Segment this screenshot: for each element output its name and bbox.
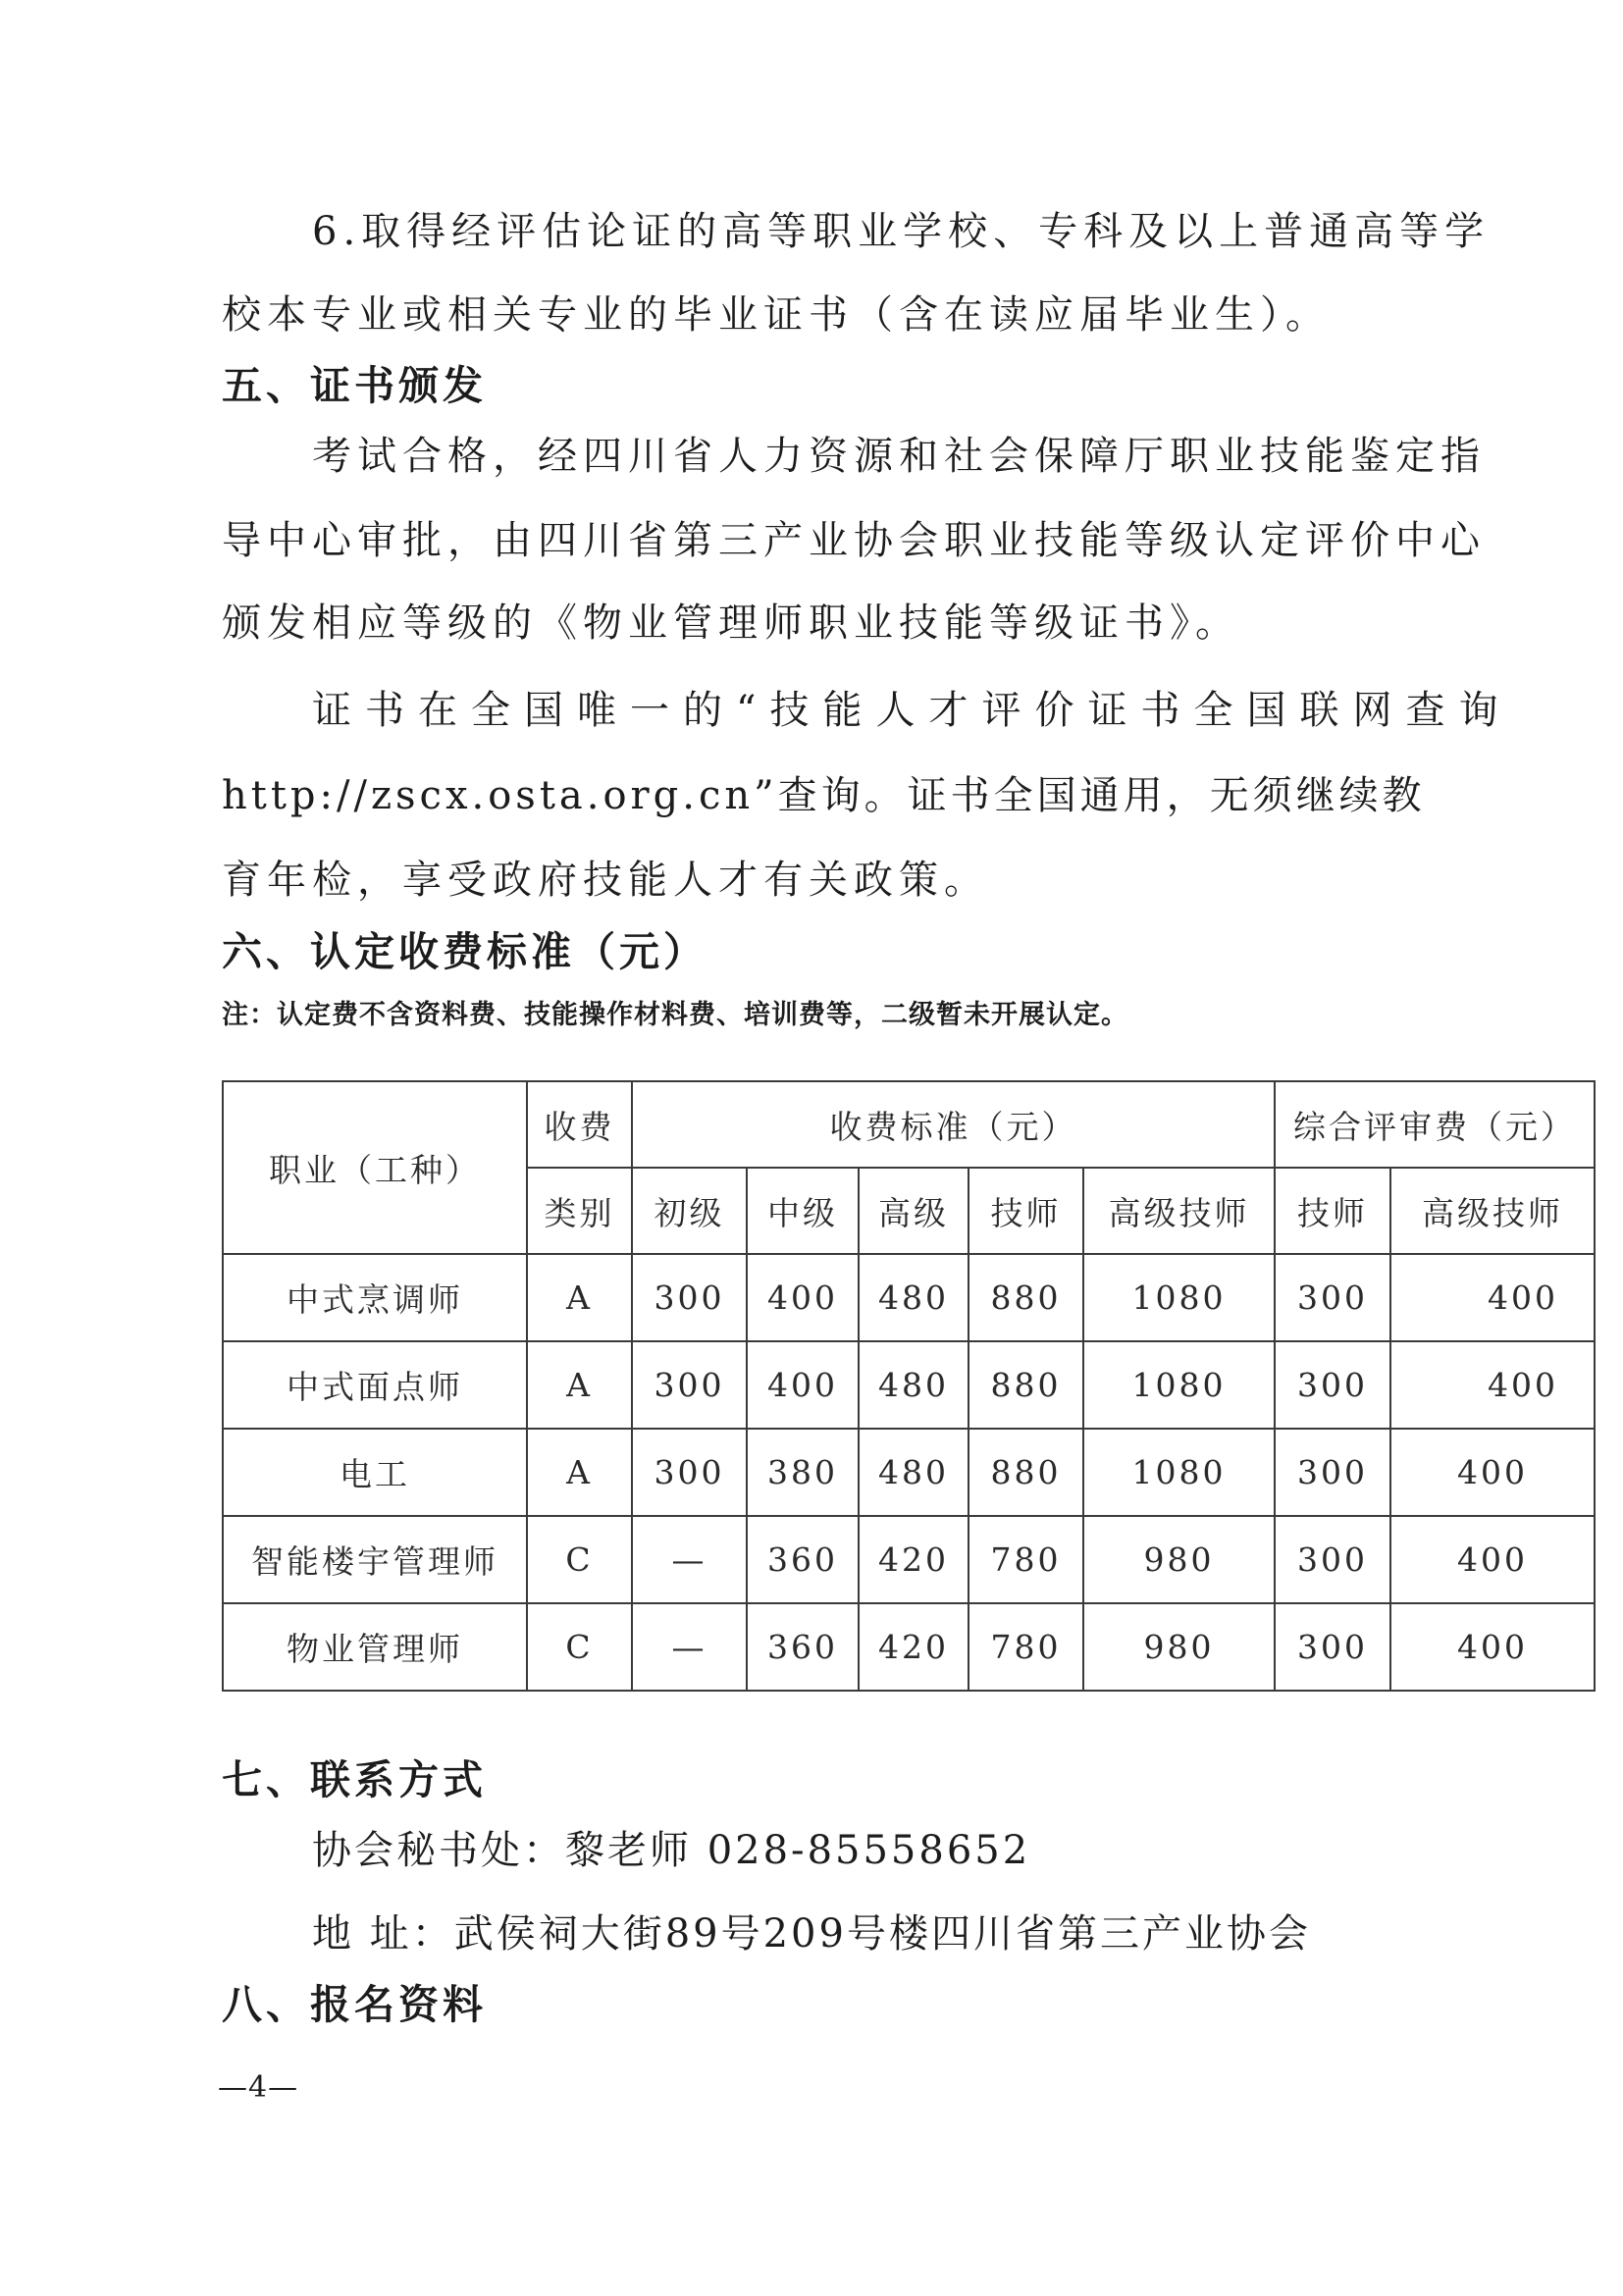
category-cell: C <box>527 1516 632 1603</box>
fee-cell: 1080 <box>1083 1341 1275 1429</box>
fee-cell: — <box>632 1516 747 1603</box>
section5-p2-line1: 证书在全国唯一的“技能人才评价证书全国联网查询 <box>312 688 1512 733</box>
section5-heading: 五、证书颁发 <box>222 362 487 409</box>
para6-line1: 6.取得经评估论证的高等职业学校、专科及以上普通高等学 <box>312 209 1491 254</box>
fee-cell: 300 <box>632 1254 747 1341</box>
category-cell: A <box>527 1254 632 1341</box>
table-row <box>223 1254 1595 1341</box>
fee-cell: 400 <box>747 1341 859 1429</box>
category-cell: A <box>527 1429 632 1516</box>
fee-cell: 480 <box>859 1429 969 1516</box>
fee-note: 注：认定费不含资料费、技能操作材料费、培训费等，二级暂未开展认定。 <box>222 1000 1128 1030</box>
occupation-cell: 电工 <box>223 1429 527 1516</box>
level-header: 高级技师 <box>1083 1168 1275 1254</box>
fee-cell: 880 <box>969 1341 1083 1429</box>
review-level-header: 高级技师 <box>1390 1168 1595 1254</box>
fee-cell: 360 <box>747 1603 859 1691</box>
fee-cell: 300 <box>632 1429 747 1516</box>
review-cell: 300 <box>1275 1429 1390 1516</box>
review-cell: 300 <box>1275 1603 1390 1691</box>
fee-cell: 360 <box>747 1516 859 1603</box>
section5-p2-line3: 育年检，享受政府技能人才有关政策。 <box>222 858 989 903</box>
fee-cell: 480 <box>859 1254 969 1341</box>
fee-cell: — <box>632 1603 747 1691</box>
occupation-cell: 智能楼宇管理师 <box>223 1516 527 1603</box>
section5-p1-line3: 颁发相应等级的《物业管理师职业技能等级证书》。 <box>222 600 1240 646</box>
section7-heading: 七、联系方式 <box>222 1756 487 1803</box>
review-cell: 400 <box>1390 1341 1595 1429</box>
fee-cell: 300 <box>632 1341 747 1429</box>
review-cell: 400 <box>1390 1429 1595 1516</box>
contact-secretariat: 协会秘书处：黎老师 028-85558652 <box>312 1828 1031 1873</box>
category-cell: C <box>527 1603 632 1691</box>
review-cell: 300 <box>1275 1516 1390 1603</box>
category-cell: A <box>527 1341 632 1429</box>
table-header-row-1 <box>223 1081 1595 1168</box>
review-cell: 300 <box>1275 1254 1390 1341</box>
table-row <box>223 1429 1595 1516</box>
review-level-header: 技师 <box>1275 1168 1390 1254</box>
section8-heading: 八、报名资料 <box>222 1981 487 2028</box>
section5-p2-line2: http://zscx.osta.org.cn”查询。证书全国通用，无须继续教 <box>222 773 1426 818</box>
col-category-header-top: 收费 <box>527 1081 632 1168</box>
contact-address: 地 址：武侯祠大街89号209号楼四川省第三产业协会 <box>312 1911 1311 1957</box>
review-cell: 400 <box>1390 1254 1595 1341</box>
table-row <box>223 1603 1595 1691</box>
fee-cell: 400 <box>747 1254 859 1341</box>
fee-cell: 420 <box>859 1603 969 1691</box>
review-cell: 300 <box>1275 1341 1390 1429</box>
occupation-cell: 中式面点师 <box>223 1341 527 1429</box>
section6-heading: 六、认定收费标准（元） <box>222 928 707 975</box>
fee-standard-header: 收费标准（元） <box>632 1081 1275 1168</box>
section5-p1-line2: 导中心审批，由四川省第三产业协会职业技能等级认定评价中心 <box>222 518 1486 563</box>
fee-cell: 980 <box>1083 1603 1275 1691</box>
fee-cell: 1080 <box>1083 1254 1275 1341</box>
table-row <box>223 1516 1595 1603</box>
review-cell: 400 <box>1390 1516 1595 1603</box>
fee-cell: 780 <box>969 1603 1083 1691</box>
fee-cell: 380 <box>747 1429 859 1516</box>
fee-cell: 980 <box>1083 1516 1275 1603</box>
page-number: —4— <box>218 2070 299 2105</box>
fee-cell: 780 <box>969 1516 1083 1603</box>
occupation-cell: 中式烹调师 <box>223 1254 527 1341</box>
fee-cell: 880 <box>969 1429 1083 1516</box>
level-header: 高级 <box>859 1168 969 1254</box>
fee-cell: 880 <box>969 1254 1083 1341</box>
level-header: 技师 <box>969 1168 1083 1254</box>
col-category-header-bottom: 类别 <box>527 1168 632 1254</box>
level-header: 初级 <box>632 1168 747 1254</box>
table-row <box>223 1341 1595 1429</box>
review-cell: 400 <box>1390 1603 1595 1691</box>
para6-line2: 校本专业或相关专业的毕业证书（含在读应届毕业生）。 <box>222 292 1331 338</box>
section5-p1-line1: 考试合格，经四川省人力资源和社会保障厅职业技能鉴定指 <box>312 434 1486 479</box>
review-fee-header: 综合评审费（元） <box>1275 1081 1595 1168</box>
fee-cell: 480 <box>859 1341 969 1429</box>
occupation-cell: 物业管理师 <box>223 1603 527 1691</box>
fee-table <box>222 1080 1596 1692</box>
col-occupation-header: 职业（工种） <box>223 1081 527 1254</box>
fee-cell: 1080 <box>1083 1429 1275 1516</box>
level-header: 中级 <box>747 1168 859 1254</box>
fee-cell: 420 <box>859 1516 969 1603</box>
